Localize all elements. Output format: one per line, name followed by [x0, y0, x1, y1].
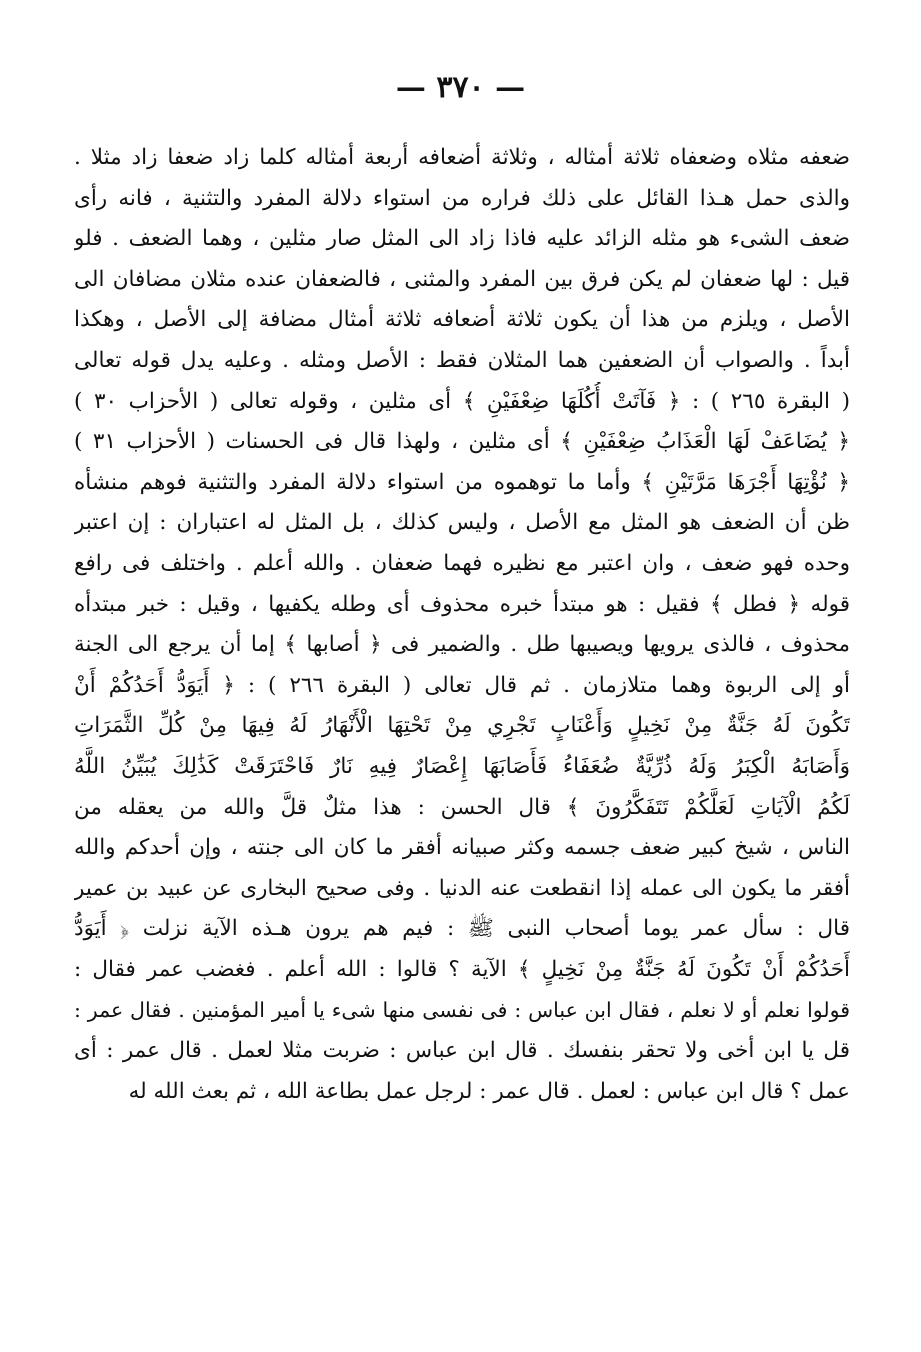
text-line: ضعف الشىء هو مثله الزائد عليه فاذا زاد الى المثل صار مثلين ، وهما الضعف . فلو — [74, 226, 850, 252]
text-line: ( البقرة ٢٦٥ ) : ﴿ فَآتَتْ أُكُلَهَا ضِعْفَيْنِ ﴾ أى مثلين ، وقوله تعالى ( الأحزاب ٣٠ ) — [74, 388, 850, 414]
text-line: تَكُونَ لَهُ جَنَّةٌ مِنْ نَخِيلٍ وَأَعْنَابٍ تَجْرِي مِنْ تَحْتِهَا الْأَنْهَارُ لَهُ فِيهَا مِنْ كُلِّ الثَّمَرَاتِ — [74, 713, 850, 739]
text-line: ﴿ يُضَاعَفْ لَهَا الْعَذَابُ ضِعْفَيْنِ ﴾ أى مثلين ، ولهذا قال فى الحسنات ( الأحزاب ٣١ ) — [74, 429, 850, 455]
text-line: ضعفه مثلاه وضعفاه ثلاثة أمثاله ، وثلاثة أضعافه أربعة أمثاله كلما زاد ضعفا زاد مثلا . — [74, 145, 850, 170]
page-number: — ٣٧٠ — — [395, 70, 526, 105]
text-line: قل يا ابن أخى ولا تحقر بنفسك . قال ابن عباس : ضربت مثلا لعمل . قال عمر : أى — [74, 1038, 850, 1064]
text-line: ﴿ نُؤْتِهَا أَجْرَهَا مَرَّتَيْنِ ﴾ وأما ما توهموه من استواء دلالة المفرد والتثنية فوهم منشأه — [74, 469, 850, 495]
text-line: قولوا نعلم أو لا نعلم ، فقال ابن عباس : فى نفسى منها شىء يا أمير المؤمنين . فقال عمر : — [74, 998, 850, 1023]
text-line: الناس ، شيخ كبير ضعف جسمه وكثر صبيانه أفقر ما كان الى جنته ، وإن أحدكم والله — [74, 835, 850, 861]
body-text — [74, 138, 850, 1112]
text-line: عمل ؟ قال ابن عباس : لعمل . قال عمر : لرجل عمل بطاعة الله ، ثم بعث الله له — [128, 1078, 850, 1104]
text-line: قوله ﴿ فطل ﴾ فقيل : هو مبتدأ خبره محذوف أى وطله يكفيها ، وقيل : خبر مبتدأه — [74, 591, 850, 617]
text-line: أَحَدُكُمْ أَنْ تَكُونَ لَهُ جَنَّةٌ مِنْ نَخِيلٍ ﴾ الآية ؟ قالوا : الله أعلم . فغضب عمر فقال : — [74, 956, 850, 982]
text-line: وحده فهو ضعف ، وان اعتبر مع نظيره فهما ضعفان . والله أعلم . واختلف فى رافع — [74, 550, 850, 576]
text-line: والذى حمل هـذا القائل على ذلك فراره من استواء دلالة المفرد والتثنية ، فانه رأى — [74, 185, 850, 211]
text-line: الأصل ، ويلزم من هذا أن يكون ثلاثة أضعافه ثلاثة أمثال مضافة إلى الأصل ، وهكذا — [74, 307, 850, 333]
text-line: أو إلى الربوة وهما متلازمان . ثم قال تعالى ( البقرة ٢٦٦ ) : ﴿ أَيَوَدُّ أَحَدُكُمْ أَنْ — [74, 672, 850, 698]
text-line: أبداً . والصواب أن الضعفين هما المثلان فقط : الأصل ومثله . وعليه يدل قوله تعالى — [74, 347, 850, 373]
text-line: قال : سأل عمر يوما أصحاب النبى ﷺ : فيم هم يرون هـذه الآية نزلت ﴿ أَيَوَدُّ — [74, 916, 850, 942]
text-line: قيل : لها ضعفان لم يكن فرق بين المفرد والمثنى ، فالضعفان عنده مثلان مضافان الى — [74, 266, 850, 292]
text-line: أفقر ما يكون الى عمله إذا انقطعت عنه الدنيا . وفى صحيح البخارى عن عبيد بن عمير — [74, 875, 850, 901]
text-line: وَأَصَابَهُ الْكِبَرُ وَلَهُ ذُرِّيَّةٌ ضُعَفَاءُ فَأَصَابَهَا إِعْصَارٌ فِيهِ نَارٌ فَاحْتَرَقَتْ كَذَٰلِكَ يُبَيِّنُ اللَّهُ — [74, 753, 850, 779]
text-line: محذوف ، فالذى يرويها ويصيبها طل . والضمير فى ﴿ أصابها ﴾ إما أن يرجع الى الجنة — [74, 632, 850, 658]
text-line: ظن أن الضعف هو المثل مع الأصل ، وليس كذلك ، بل المثل له اعتباران : إن اعتبر — [74, 510, 850, 536]
text-line: لَكُمُ الْآيَاتِ لَعَلَّكُمْ تَتَفَكَّرُونَ ﴾ قال الحسن : هذا مثلٌ قلَّ والله من يعقله من — [74, 794, 850, 820]
